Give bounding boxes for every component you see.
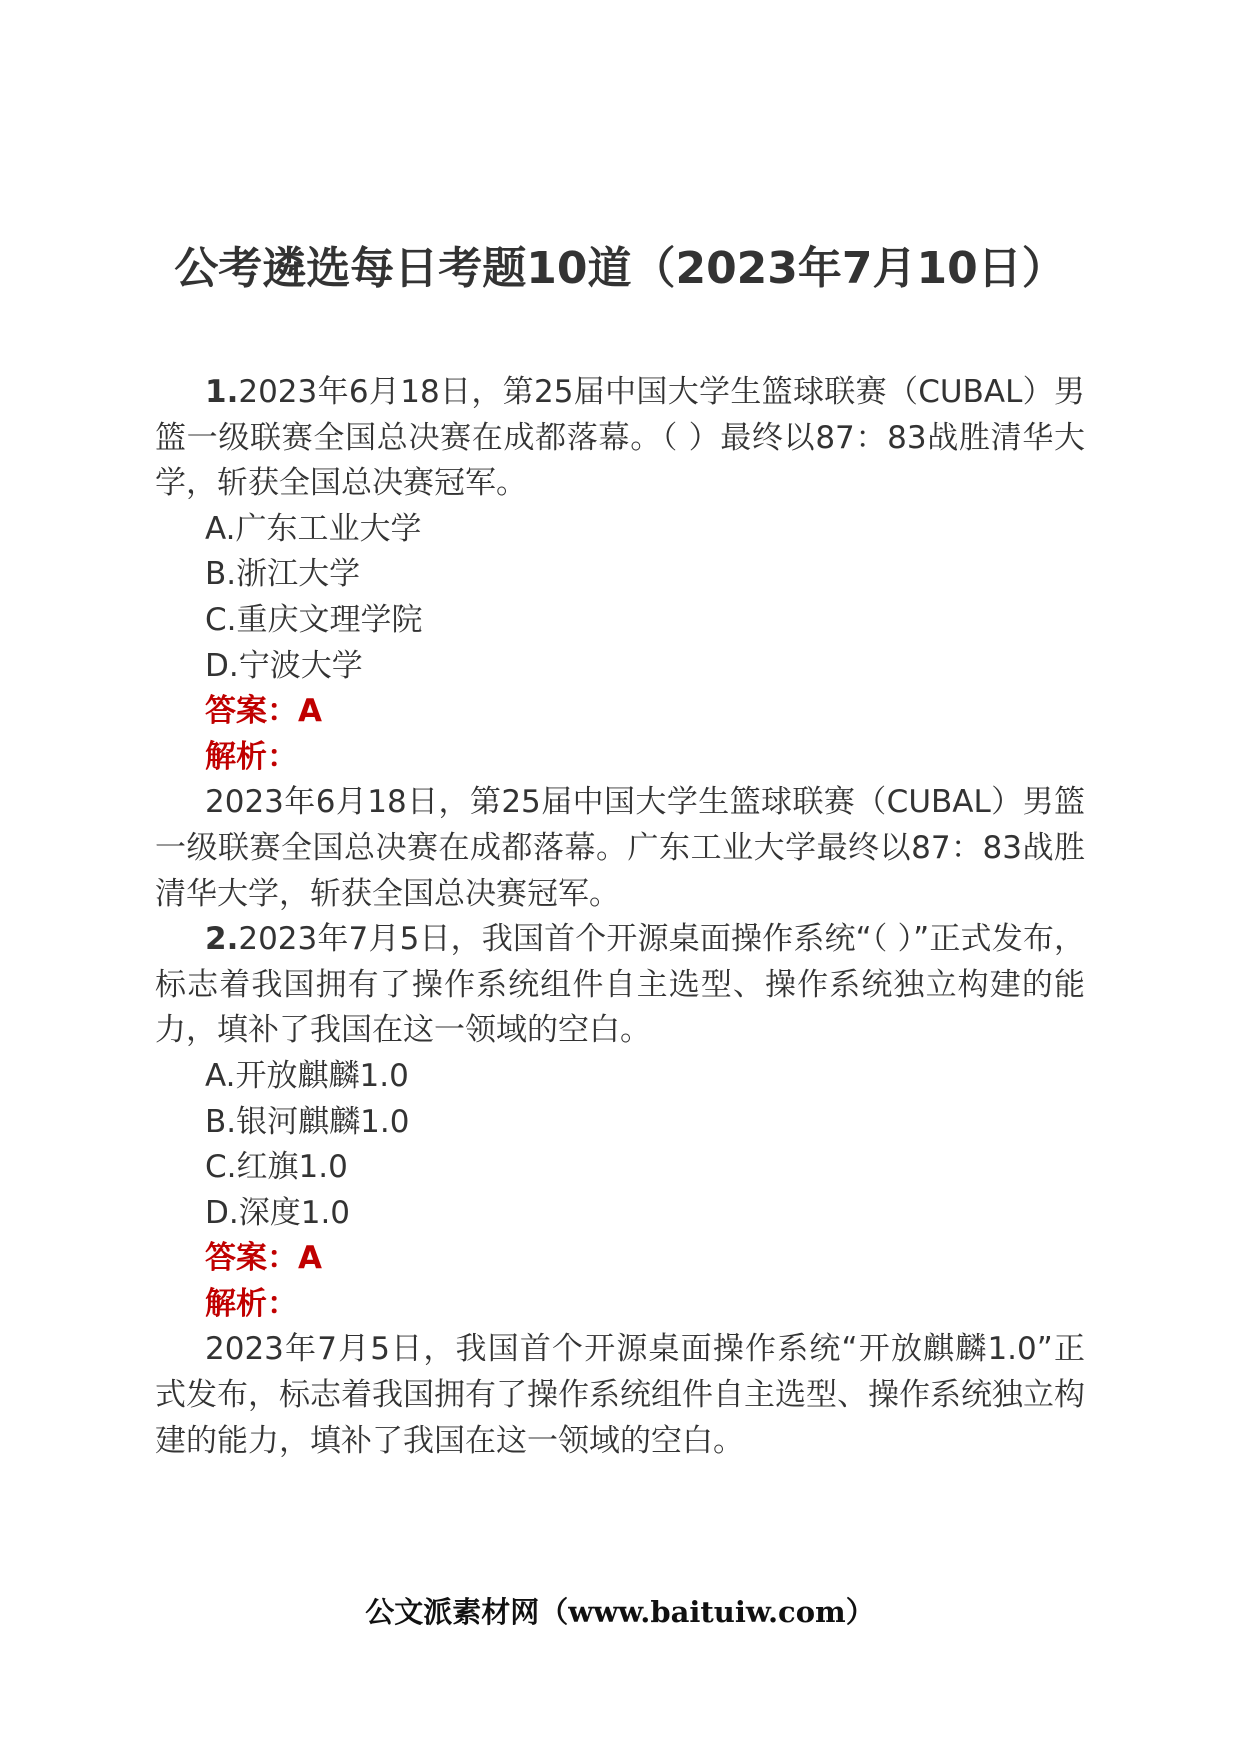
question-2-option-b: B.银河麒麟1.0 xyxy=(205,1103,410,1140)
question-1-option-c: C.重庆文理学院 xyxy=(205,601,423,638)
question-2-text: 2023年7月5日，我国首个开源桌面操作系统“（ ）”正式发布，标志着我国拥有了操作系统组件自主选型、操作系统独立构建的能力，填补了我国在这一领域的空白。 xyxy=(155,921,1085,1049)
question-2-option-a: A.开放麒麟1.0 xyxy=(205,1057,409,1094)
document-body xyxy=(155,370,1085,1464)
question-1-analysis: 2023年6月18日，第25届中国大学生篮球联赛（CUBAL）男篮一级联赛全国总决赛在成都落幕。广东工业大学最终以87：83战胜清华大学，斩获全国总决赛冠军。 xyxy=(155,784,1085,912)
question-1-option-d: D.宁波大学 xyxy=(205,647,363,684)
question-2-option-d: D.深度1.0 xyxy=(205,1194,351,1231)
question-1-text: 2023年6月18日，第25届中国大学生篮球联赛（CUBAL）男篮一级联赛全国总决赛在成都落幕。（ ）最终以87：83战胜清华大学，斩获全国总决赛冠军。 xyxy=(155,374,1085,502)
question-1-option-a: A.广东工业大学 xyxy=(205,510,422,547)
question-2-analysis-label: 解析： xyxy=(205,1285,298,1322)
question-1-answer: 答案：A xyxy=(205,693,322,730)
question-1-stem xyxy=(155,370,1085,507)
question-1-option-b: B.浙江大学 xyxy=(205,556,361,593)
question-2-stem xyxy=(155,917,1085,1054)
question-2-number: 2. xyxy=(205,921,239,958)
question-1-analysis-label: 解析： xyxy=(205,738,298,775)
footer-watermark: 公文派素材网（www.baituiw.com） xyxy=(365,1595,875,1629)
question-1-number: 1. xyxy=(205,374,239,410)
question-2-answer: 答案：A xyxy=(205,1240,322,1277)
question-2-option-c: C.红旗1.0 xyxy=(205,1149,348,1186)
document-title: 公考遴选每日考题10道（2023年7月10日） xyxy=(174,243,1066,294)
question-2-analysis: 2023年7月5日，我国首个开源桌面操作系统“开放麒麟1.0”正式发布，标志着我国拥有了操作系统组件自主选型、操作系统独立构建的能力，填补了我国在这一领域的空白。 xyxy=(155,1331,1085,1459)
